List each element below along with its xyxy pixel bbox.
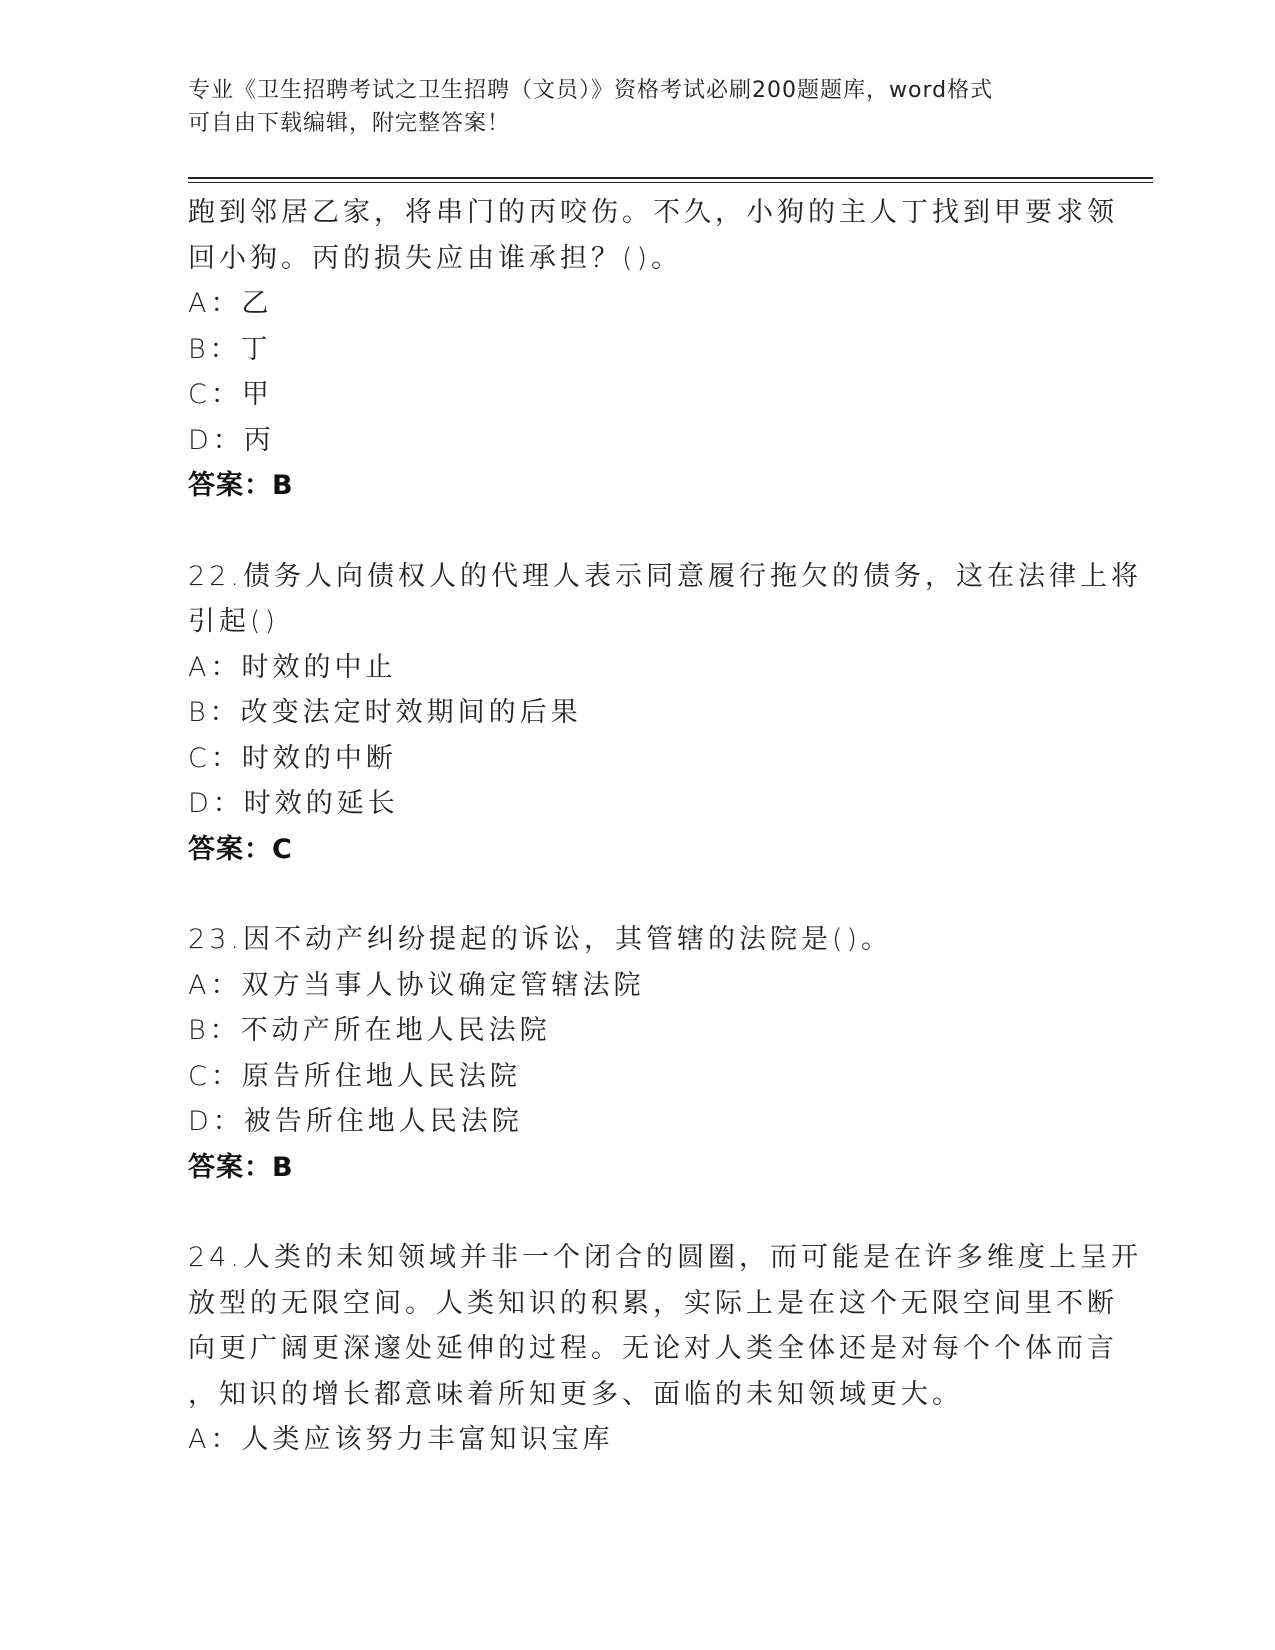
option-b: B：不动产所在地人民法院 <box>188 1015 551 1046</box>
question-text: 放型的无限空间。人类知识的积累，实际上是在这个无限空间里不断 <box>188 1287 1118 1319</box>
option-a: A：时效的中止 <box>188 651 397 683</box>
question-24 <box>188 1235 1142 1463</box>
header-line-2: 可自由下载编辑，附完整答案！ <box>188 111 511 136</box>
spacer <box>188 872 1088 917</box>
question-text: ，知识的增长都意味着所知更多、面临的未知领域更大。 <box>188 1378 963 1410</box>
header-rule-thin <box>188 182 1153 183</box>
spacer <box>188 509 1088 554</box>
document-header <box>188 74 1088 140</box>
option-d: D：被告所住地人民法院 <box>188 1106 523 1137</box>
answer: 答案：B <box>188 1151 294 1183</box>
option-d: D：时效的延长 <box>188 788 399 819</box>
question-text: 回小狗。丙的损失应由谁承担？()。 <box>188 242 683 274</box>
option-b: B：改变法定时效期间的后果 <box>188 697 582 728</box>
option-b: B：丁 <box>188 333 272 365</box>
question-text: 跑到邻居乙家，将串门的丙咬伤。不久，小狗的主人丁找到甲要求领 <box>188 197 1118 228</box>
option-d: D：丙 <box>188 424 275 456</box>
question-list <box>188 190 1142 1463</box>
option-c: C：原告所住地人民法院 <box>188 1060 521 1092</box>
question-text: 23.因不动产纠纷提起的诉讼，其管辖的法院是()。 <box>188 924 893 955</box>
question-text: 22.债务人向债权人的代理人表示同意履行拖欠的债务，这在法律上将 <box>188 560 1142 592</box>
answer: 答案：C <box>188 833 293 865</box>
question-23 <box>188 917 1088 1190</box>
question-text: 引起() <box>188 606 280 637</box>
option-a: A：人类应该努力丰富知识宝库 <box>188 1424 614 1455</box>
option-a: A：双方当事人协议确定管辖法院 <box>188 969 645 1001</box>
spacer <box>188 1190 1088 1235</box>
header-line-1: 专业《卫生招聘考试之卫生招聘（文员）》资格考试必刷200题题库，word格式 <box>188 78 994 103</box>
option-a: A：乙 <box>188 288 273 319</box>
header-rule-thick <box>188 177 1153 179</box>
option-c: C：甲 <box>188 379 273 410</box>
question-text: 向更广阔更深邃处延伸的过程。无论对人类全体还是对每个个体而言 <box>188 1333 1118 1364</box>
question-22 <box>188 554 1142 873</box>
answer: 答案：B <box>188 470 294 501</box>
option-c: C：时效的中断 <box>188 742 397 774</box>
question-text: 24.人类的未知领域并非一个闭合的圆圈，而可能是在许多维度上呈开 <box>188 1242 1142 1273</box>
question-21 <box>188 190 1118 509</box>
